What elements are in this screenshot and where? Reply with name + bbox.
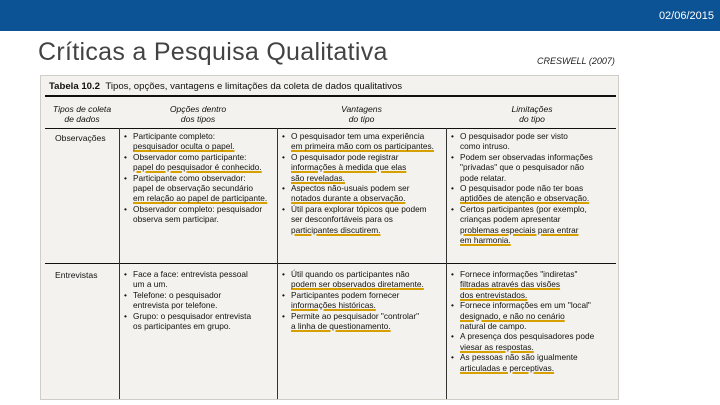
list-item: • Telefone: o pesquisador entrevista por telefone.: [124, 290, 276, 311]
list-item: • Grupo: o pesquisador entrevista os participantes em grupo.: [124, 311, 276, 332]
header-advantages: Vantagens do tipo: [341, 104, 382, 124]
list-item: • Participante como observador: papel de observação secundário em relação ao papel de participante.: [124, 173, 276, 204]
list-item: • Útil para explorar tópicos que podem ser desconfortáveis para os participantes discutirem.: [282, 204, 445, 235]
table-top-rule: [45, 95, 616, 97]
slide-title: Críticas a Pesquisa Qualitativa: [38, 38, 388, 66]
row-label-interviews: Entrevistas: [55, 270, 98, 280]
list-item: • Certos participantes (por exemplo, crianças podem apresentar problemas especiais para entrar em harmonia.: [451, 204, 616, 246]
list-item: • Permite ao pesquisador "controlar" a linha de questionamento.: [282, 311, 445, 332]
table-number: Tabela 10.2: [49, 81, 101, 92]
list-item: • Podem ser observadas informações "privadas" que o pesquisador não pode relatar.: [451, 152, 616, 183]
row-label-observations: Observações: [55, 133, 106, 143]
list-item: • Fornece informações em um "local" designado, e não no cenário natural de campo.: [451, 300, 616, 331]
header-data-types: Tipos de coleta de dados: [52, 104, 112, 124]
list-item: • Aspectos não-usuais podem ser notados durante a observação.: [282, 183, 445, 204]
column-divider: [446, 128, 447, 400]
header-rule: [45, 128, 616, 129]
list-item: • O pesquisador pode não ter boas aptidões de atenção e observação.: [451, 183, 616, 204]
list-item: • O pesquisador pode ser visto como intruso.: [451, 131, 616, 152]
list-item: • Participante completo: pesquisador oculta o papel.: [124, 131, 276, 152]
observation-limitations: [451, 131, 616, 245]
scanned-table-image: [40, 75, 619, 400]
interview-advantages: [282, 269, 445, 331]
column-divider: [277, 128, 278, 400]
list-item: • Observador completo: pesquisador observa sem participar.: [124, 204, 276, 225]
header-limitations: Limitações do tipo: [511, 104, 553, 124]
header-options: Opções dentro dos tipos: [169, 104, 227, 124]
observation-options: [124, 131, 276, 225]
table-caption: [49, 81, 402, 92]
list-item: • As pessoas não são igualmente articuladas e perceptivas.: [451, 352, 616, 373]
top-bar: [0, 0, 720, 31]
table-caption-text: Tipos, opções, vantagens e limitações da coleta de dados qualitativos: [105, 81, 403, 92]
column-divider: [119, 128, 120, 400]
interview-options: [124, 269, 276, 331]
slide-date: 02/06/2015: [658, 10, 714, 22]
list-item: • O pesquisador pode registrar informações à medida que elas são reveladas.: [282, 152, 445, 183]
list-item: • Face a face: entrevista pessoal um a um.: [124, 269, 276, 290]
list-item: • Observador como participante: papel do pesquisador é conhecido.: [124, 152, 276, 173]
list-item: • Fornece informações "indiretas" filtradas através das visões dos entrevistados.: [451, 269, 616, 300]
observation-advantages: [282, 131, 445, 235]
slide-credit: CRESWELL (2007): [537, 56, 615, 66]
row-divider: [45, 263, 616, 264]
list-item: • O pesquisador tem uma experiência em primeira mão com os participantes.: [282, 131, 445, 152]
list-item: • A presença dos pesquisadores pode viesar as respostas.: [451, 331, 616, 352]
list-item: • Útil quando os participantes não podem ser observados diretamente.: [282, 269, 445, 290]
interview-limitations: [451, 269, 616, 373]
list-item: • Participantes podem fornecer informações históricas.: [282, 290, 445, 311]
